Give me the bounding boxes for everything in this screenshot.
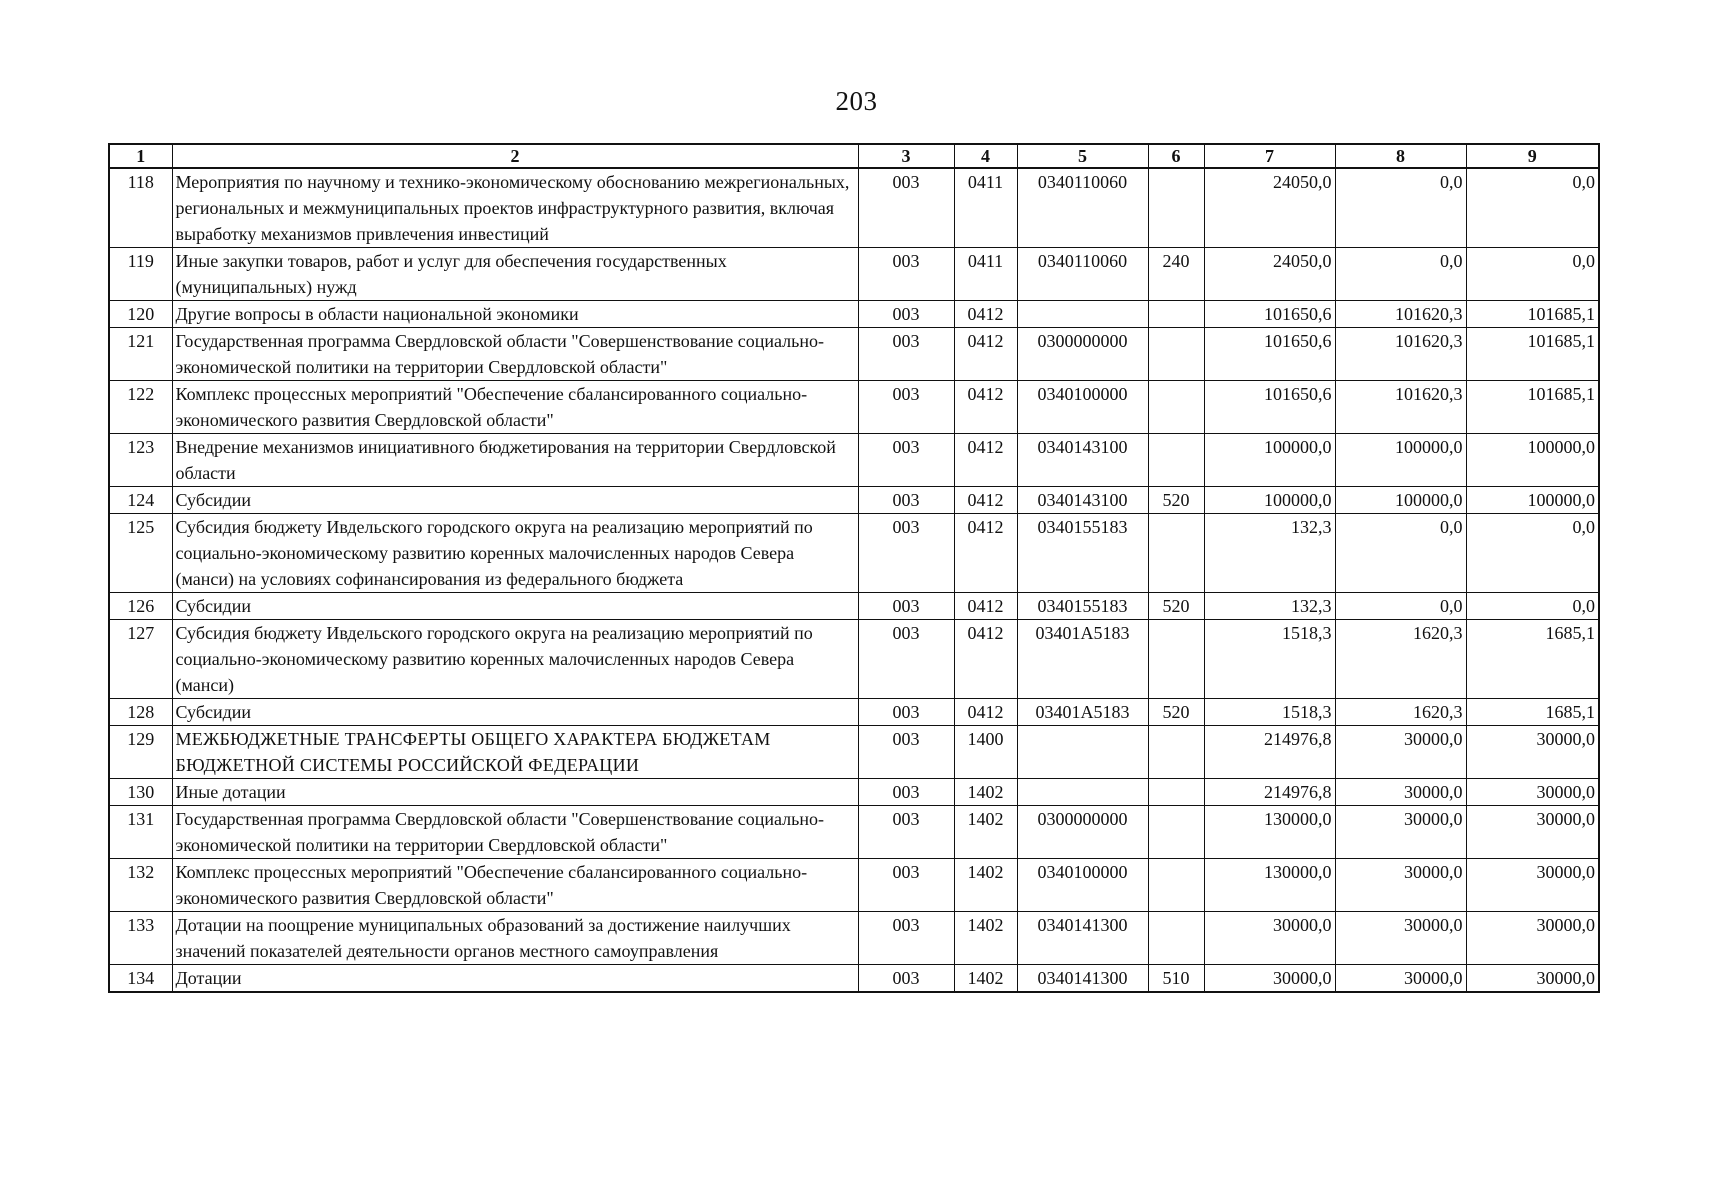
section-code-cell: 0412 xyxy=(954,593,1017,620)
target-article-cell: 0340155183 xyxy=(1017,593,1148,620)
row-number-cell: 126 xyxy=(109,593,172,620)
table-row xyxy=(109,434,1599,487)
ministry-code-cell: 003 xyxy=(858,779,954,806)
header-cell-5: 5 xyxy=(1017,144,1148,168)
item-name-cell: МЕЖБЮДЖЕТНЫЕ ТРАНСФЕРТЫ ОБЩЕГО ХАРАКТЕРА БЮДЖЕТАМ БЮДЖЕТНОЙ СИСТЕМЫ РОССИЙСКОЙ ФЕДЕРАЦИИ xyxy=(172,726,858,779)
amount-col8-cell: 0,0 xyxy=(1335,248,1466,301)
table-row xyxy=(109,620,1599,699)
amount-col7-cell: 30000,0 xyxy=(1204,912,1335,965)
row-number-cell: 118 xyxy=(109,168,172,248)
amount-col9-cell: 1685,1 xyxy=(1466,620,1599,699)
target-article-cell: 0340110060 xyxy=(1017,248,1148,301)
expense-type-cell xyxy=(1148,912,1204,965)
section-code-cell: 0412 xyxy=(954,434,1017,487)
table-row xyxy=(109,726,1599,779)
row-number-cell: 134 xyxy=(109,965,172,993)
amount-col9-cell: 1685,1 xyxy=(1466,699,1599,726)
row-number-cell: 123 xyxy=(109,434,172,487)
amount-col9-cell: 30000,0 xyxy=(1466,912,1599,965)
target-article-cell xyxy=(1017,301,1148,328)
amount-col7-cell: 132,3 xyxy=(1204,514,1335,593)
expense-type-cell: 510 xyxy=(1148,965,1204,993)
ministry-code-cell: 003 xyxy=(858,248,954,301)
target-article-cell: 0340141300 xyxy=(1017,965,1148,993)
row-number-cell: 129 xyxy=(109,726,172,779)
amount-col9-cell: 30000,0 xyxy=(1466,806,1599,859)
ministry-code-cell: 003 xyxy=(858,168,954,248)
section-code-cell: 0412 xyxy=(954,487,1017,514)
ministry-code-cell: 003 xyxy=(858,301,954,328)
amount-col7-cell: 101650,6 xyxy=(1204,301,1335,328)
item-name-cell: Субсидия бюджету Ивдельского городского округа на реализацию мероприятий по социально-экономическому развитию коренных малочисленных народов Севера (манси) xyxy=(172,620,858,699)
table-row xyxy=(109,699,1599,726)
amount-col8-cell: 1620,3 xyxy=(1335,699,1466,726)
ministry-code-cell: 003 xyxy=(858,620,954,699)
section-code-cell: 1402 xyxy=(954,779,1017,806)
amount-col7-cell: 130000,0 xyxy=(1204,806,1335,859)
amount-col7-cell: 101650,6 xyxy=(1204,381,1335,434)
amount-col9-cell: 0,0 xyxy=(1466,248,1599,301)
expense-type-cell: 520 xyxy=(1148,487,1204,514)
amount-col7-cell: 214976,8 xyxy=(1204,726,1335,779)
table-body xyxy=(109,168,1599,992)
amount-col7-cell: 130000,0 xyxy=(1204,859,1335,912)
section-code-cell: 1402 xyxy=(954,912,1017,965)
section-code-cell: 1402 xyxy=(954,965,1017,993)
amount-col9-cell: 30000,0 xyxy=(1466,859,1599,912)
row-number-cell: 119 xyxy=(109,248,172,301)
target-article-cell: 0340155183 xyxy=(1017,514,1148,593)
header-cell-1: 1 xyxy=(109,144,172,168)
target-article-cell: 0300000000 xyxy=(1017,328,1148,381)
target-article-cell xyxy=(1017,779,1148,806)
table-row xyxy=(109,806,1599,859)
amount-col7-cell: 101650,6 xyxy=(1204,328,1335,381)
amount-col8-cell: 30000,0 xyxy=(1335,779,1466,806)
section-code-cell: 0411 xyxy=(954,168,1017,248)
amount-col7-cell: 30000,0 xyxy=(1204,965,1335,993)
amount-col9-cell: 100000,0 xyxy=(1466,434,1599,487)
header-cell-6: 6 xyxy=(1148,144,1204,168)
page-number: 203 xyxy=(835,86,878,116)
expense-type-cell xyxy=(1148,806,1204,859)
table-row xyxy=(109,593,1599,620)
amount-col8-cell: 0,0 xyxy=(1335,168,1466,248)
target-article-cell: 0340110060 xyxy=(1017,168,1148,248)
item-name-cell: Субсидии xyxy=(172,699,858,726)
amount-col7-cell: 100000,0 xyxy=(1204,434,1335,487)
ministry-code-cell: 003 xyxy=(858,965,954,993)
item-name-cell: Комплекс процессных мероприятий "Обеспечение сбалансированного социально-экономического развития Свердловской области" xyxy=(172,859,858,912)
ministry-code-cell: 003 xyxy=(858,514,954,593)
amount-col9-cell: 101685,1 xyxy=(1466,381,1599,434)
expense-type-cell: 520 xyxy=(1148,699,1204,726)
amount-col9-cell: 30000,0 xyxy=(1466,726,1599,779)
amount-col8-cell: 30000,0 xyxy=(1335,859,1466,912)
expense-type-cell: 520 xyxy=(1148,593,1204,620)
amount-col7-cell: 132,3 xyxy=(1204,593,1335,620)
table-row xyxy=(109,248,1599,301)
row-number-cell: 132 xyxy=(109,859,172,912)
amount-col8-cell: 101620,3 xyxy=(1335,328,1466,381)
amount-col8-cell: 100000,0 xyxy=(1335,487,1466,514)
table-row xyxy=(109,514,1599,593)
amount-col8-cell: 30000,0 xyxy=(1335,806,1466,859)
header-cell-4: 4 xyxy=(954,144,1017,168)
budget-table xyxy=(108,143,1600,993)
item-name-cell: Субсидия бюджету Ивдельского городского округа на реализацию мероприятий по социально-экономическому развитию коренных малочисленных народов Севера (манси) на условиях софинансирования из федерального бюджета xyxy=(172,514,858,593)
table-row xyxy=(109,328,1599,381)
expense-type-cell xyxy=(1148,620,1204,699)
target-article-cell: 03401А5183 xyxy=(1017,699,1148,726)
section-code-cell: 0412 xyxy=(954,381,1017,434)
amount-col8-cell: 1620,3 xyxy=(1335,620,1466,699)
target-article-cell: 03401А5183 xyxy=(1017,620,1148,699)
item-name-cell: Мероприятия по научному и технико-экономическому обоснованию межрегиональных, региональных и межмуниципальных проектов инфраструктурного развития, включая выработку механизмов привлечения инвестиций xyxy=(172,168,858,248)
amount-col9-cell: 0,0 xyxy=(1466,168,1599,248)
amount-col7-cell: 1518,3 xyxy=(1204,699,1335,726)
ministry-code-cell: 003 xyxy=(858,806,954,859)
target-article-cell: 0340100000 xyxy=(1017,859,1148,912)
amount-col8-cell: 100000,0 xyxy=(1335,434,1466,487)
row-number-cell: 131 xyxy=(109,806,172,859)
section-code-cell: 0412 xyxy=(954,328,1017,381)
table-header-row xyxy=(109,144,1599,168)
expense-type-cell xyxy=(1148,779,1204,806)
ministry-code-cell: 003 xyxy=(858,487,954,514)
row-number-cell: 121 xyxy=(109,328,172,381)
expense-type-cell xyxy=(1148,514,1204,593)
expense-type-cell: 240 xyxy=(1148,248,1204,301)
table-row xyxy=(109,965,1599,993)
expense-type-cell xyxy=(1148,726,1204,779)
section-code-cell: 0412 xyxy=(954,301,1017,328)
item-name-cell: Иные дотации xyxy=(172,779,858,806)
item-name-cell: Дотации на поощрение муниципальных образований за достижение наилучших значений показателей деятельности органов местного самоуправления xyxy=(172,912,858,965)
target-article-cell xyxy=(1017,726,1148,779)
amount-col7-cell: 1518,3 xyxy=(1204,620,1335,699)
item-name-cell: Субсидии xyxy=(172,593,858,620)
amount-col9-cell: 30000,0 xyxy=(1466,779,1599,806)
row-number-cell: 120 xyxy=(109,301,172,328)
row-number-cell: 125 xyxy=(109,514,172,593)
section-code-cell: 1402 xyxy=(954,859,1017,912)
section-code-cell: 0412 xyxy=(954,514,1017,593)
item-name-cell: Дотации xyxy=(172,965,858,993)
amount-col9-cell: 30000,0 xyxy=(1466,965,1599,993)
header-cell-7: 7 xyxy=(1204,144,1335,168)
item-name-cell: Другие вопросы в области национальной экономики xyxy=(172,301,858,328)
row-number-cell: 124 xyxy=(109,487,172,514)
amount-col8-cell: 101620,3 xyxy=(1335,381,1466,434)
amount-col8-cell: 30000,0 xyxy=(1335,726,1466,779)
table-row xyxy=(109,487,1599,514)
table-row xyxy=(109,381,1599,434)
table-row xyxy=(109,168,1599,248)
item-name-cell: Иные закупки товаров, работ и услуг для обеспечения государственных (муниципальных) нужд xyxy=(172,248,858,301)
ministry-code-cell: 003 xyxy=(858,381,954,434)
table-row xyxy=(109,912,1599,965)
amount-col7-cell: 100000,0 xyxy=(1204,487,1335,514)
table-row xyxy=(109,301,1599,328)
amount-col9-cell: 101685,1 xyxy=(1466,328,1599,381)
section-code-cell: 0412 xyxy=(954,620,1017,699)
ministry-code-cell: 003 xyxy=(858,912,954,965)
amount-col7-cell: 24050,0 xyxy=(1204,248,1335,301)
target-article-cell: 0300000000 xyxy=(1017,806,1148,859)
expense-type-cell xyxy=(1148,434,1204,487)
target-article-cell: 0340143100 xyxy=(1017,487,1148,514)
ministry-code-cell: 003 xyxy=(858,699,954,726)
item-name-cell: Государственная программа Свердловской области "Совершенствование социально-экономической политики на территории Свердловской области" xyxy=(172,328,858,381)
expense-type-cell xyxy=(1148,168,1204,248)
amount-col7-cell: 24050,0 xyxy=(1204,168,1335,248)
target-article-cell: 0340141300 xyxy=(1017,912,1148,965)
expense-type-cell xyxy=(1148,301,1204,328)
table-row xyxy=(109,859,1599,912)
amount-col8-cell: 101620,3 xyxy=(1335,301,1466,328)
table-row xyxy=(109,779,1599,806)
ministry-code-cell: 003 xyxy=(858,434,954,487)
row-number-cell: 133 xyxy=(109,912,172,965)
amount-col8-cell: 30000,0 xyxy=(1335,965,1466,993)
target-article-cell: 0340143100 xyxy=(1017,434,1148,487)
header-cell-3: 3 xyxy=(858,144,954,168)
section-code-cell: 0412 xyxy=(954,699,1017,726)
item-name-cell: Государственная программа Свердловской области "Совершенствование социально-экономической политики на территории Свердловской области" xyxy=(172,806,858,859)
header-cell-9: 9 xyxy=(1466,144,1599,168)
expense-type-cell xyxy=(1148,859,1204,912)
ministry-code-cell: 003 xyxy=(858,859,954,912)
expense-type-cell xyxy=(1148,381,1204,434)
amount-col9-cell: 100000,0 xyxy=(1466,487,1599,514)
row-number-cell: 122 xyxy=(109,381,172,434)
header-cell-8: 8 xyxy=(1335,144,1466,168)
amount-col9-cell: 0,0 xyxy=(1466,514,1599,593)
header-cell-2: 2 xyxy=(172,144,858,168)
ministry-code-cell: 003 xyxy=(858,726,954,779)
item-name-cell: Субсидии xyxy=(172,487,858,514)
item-name-cell: Внедрение механизмов инициативного бюджетирования на территории Свердловской области xyxy=(172,434,858,487)
row-number-cell: 127 xyxy=(109,620,172,699)
target-article-cell: 0340100000 xyxy=(1017,381,1148,434)
amount-col9-cell: 0,0 xyxy=(1466,593,1599,620)
ministry-code-cell: 003 xyxy=(858,328,954,381)
amount-col7-cell: 214976,8 xyxy=(1204,779,1335,806)
row-number-cell: 130 xyxy=(109,779,172,806)
item-name-cell: Комплекс процессных мероприятий "Обеспечение сбалансированного социально-экономического развития Свердловской области" xyxy=(172,381,858,434)
section-code-cell: 0411 xyxy=(954,248,1017,301)
expense-type-cell xyxy=(1148,328,1204,381)
amount-col8-cell: 0,0 xyxy=(1335,514,1466,593)
section-code-cell: 1400 xyxy=(954,726,1017,779)
section-code-cell: 1402 xyxy=(954,806,1017,859)
row-number-cell: 128 xyxy=(109,699,172,726)
ministry-code-cell: 003 xyxy=(858,593,954,620)
amount-col9-cell: 101685,1 xyxy=(1466,301,1599,328)
amount-col8-cell: 30000,0 xyxy=(1335,912,1466,965)
amount-col8-cell: 0,0 xyxy=(1335,593,1466,620)
